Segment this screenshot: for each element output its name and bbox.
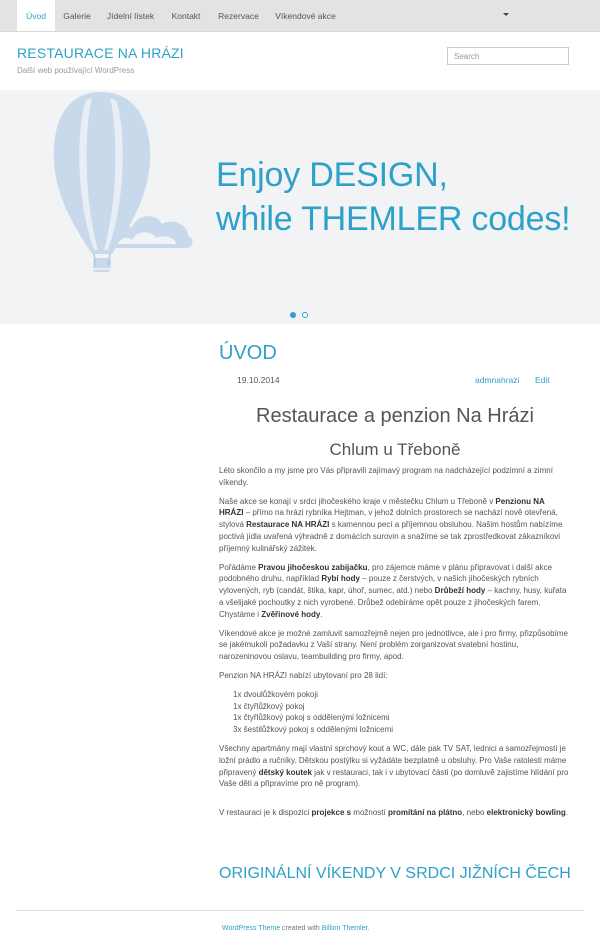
paragraph-accommodation: Penzion NA HRÁZI nabízí ubytovaní pro 28 lidí: — [219, 670, 388, 680]
footer-wordpress-link[interactable]: WordPress Theme — [222, 925, 281, 932]
post-title[interactable]: ÚVOD — [219, 342, 277, 364]
hero-headline-line-2: while THEMLER codes! — [216, 200, 571, 238]
nav-item-jidelni-listek[interactable]: Jídelní lístek — [106, 11, 155, 21]
paragraph-location: Naše akce se konají v srdci jihočeského kraje v městečku Chlum u Třeboně v Penzionu NA HRÁZI – přímo na hrázi rybníka Hejtman, v jehož dolních prostorech se nachází nově otevřená, stylová Restaurace NA HRÁZI s kamennou pecí a příjemnou obsluhou. Našim hostům nabízíme poctivá jídla uvařená výhradně z domácích surovin a snažíme se tak zprostředkovat zákazníkovi příjemný kulinářský zážitek. — [219, 496, 563, 553]
section-heading[interactable]: ORIGINÁLNÍ VÍKENDY V SRDCI JIŽNÍCH ČECH — [219, 865, 571, 882]
list-item: 1x dvoulůžkovém pokoji — [233, 689, 318, 699]
list-item: 1x čtyřlůžkový pokoj s oddělenými ložnicemi — [233, 713, 390, 723]
nav-item-kontakt[interactable]: Kontakt — [171, 11, 201, 21]
slider-dot-active[interactable] — [290, 312, 296, 318]
content-subheading: Chlum u Třeboně — [329, 440, 461, 459]
post-content — [219, 465, 571, 826]
site-tagline: Další web používající WordPress — [17, 66, 135, 75]
slider-dot[interactable] — [302, 312, 308, 318]
footer: WordPress Theme created with Billion Themler. — [222, 925, 370, 932]
list-item: 3x šestilůžkový pokoj s oddělenými ložnicemi — [233, 725, 394, 735]
paragraph-entertainment: V restauraci je k dispozici projekce s možností promítání na plátno, nebo elektronický bowling. — [219, 808, 569, 818]
paragraph-intro: Léto skončilo a my jsme pro Vás připravili zajímavý program na nadcházející podzimní a zimní víkendy. — [219, 466, 553, 487]
post-author-link[interactable]: admnahrazi — [475, 375, 520, 385]
list-item: 1x čtyřlůžkový pokoj — [233, 701, 305, 711]
nav-item-vikendove-akce[interactable]: Víkendové akce — [275, 11, 336, 21]
hot-air-balloon-icon — [0, 90, 200, 324]
search-input[interactable] — [447, 47, 569, 65]
paragraph-events: Pořádáme Pravou jihočeskou zabijačku, pro zájemce máme v plánu připravovat i další akce podobného druhu, například Rybí hody – pouze z čerstvých, v našich jihočeských rybních vylovených, ryb (candát, štika, kapr, úhoř, sumec, atd.) nebo Drůbeží hody – kachny, husy, kuřata a všelijaké pochoutky z nich vyrobené. Drůbež odebíráme opět pouze z jihočeských farem. Chystáme i Zvěřinové hody. — [219, 562, 567, 619]
room-list — [219, 689, 571, 736]
content-heading: Restaurace a penzion Na Hrázi — [256, 405, 534, 427]
hero-headline-line-1: Enjoy DESIGN, — [216, 156, 448, 194]
nav-item-uvod[interactable]: Úvod — [17, 0, 55, 31]
site-title[interactable]: RESTAURACE NA HRÁZI — [17, 45, 184, 61]
hero-slider — [0, 90, 600, 324]
top-navigation — [0, 0, 600, 32]
caret-down-icon[interactable] — [503, 13, 509, 16]
paragraph-booking: Víkendové akce je možné zamluvit samozřejmě nejen pro jednotlivce, ale i pro firmy, přizpůsobíme se jakémukoli požadavku z Vaší strany. Není problém zorganizovat svatební hostinu, narozeninovou oslavu, teambuilding pro firmy, apod. — [219, 628, 568, 662]
nav-item-galerie[interactable]: Galerie — [63, 11, 91, 21]
edit-link[interactable]: Edit — [535, 375, 550, 385]
footer-themler-link[interactable]: Billion Themler — [321, 925, 368, 932]
post-date: 19.10.2014 — [237, 375, 280, 385]
nav-item-rezervace[interactable]: Rezervace — [218, 11, 259, 21]
footer-divider — [16, 910, 584, 911]
paragraph-amenities: Všechny apartmány mají vlastní sprchový kout a WC, dále pak TV SAT, lednici a samozřejmostí je ložní prádlo a ručníky. Dětskou postýlku si vyžádáte bezplatně u obsluhy. Pro Vaše ratolesti máme připravený dětský koutek jak v restauraci, tak i v ubytovací části (po domluvě zajistíme hlídání pro Vaše děti a připravíme pro ně program). — [219, 743, 569, 789]
footer-text: created with — [280, 925, 322, 932]
